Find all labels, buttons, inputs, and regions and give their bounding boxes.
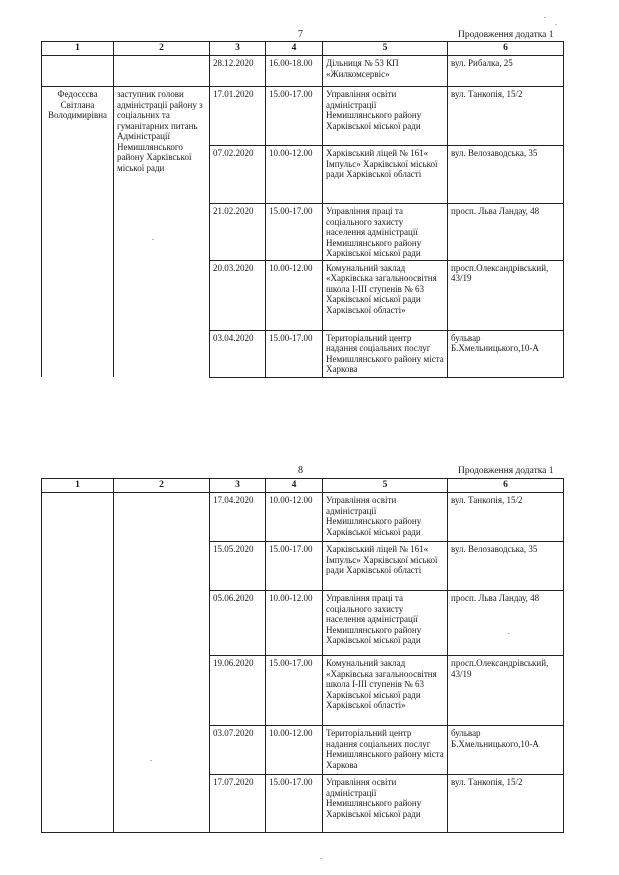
time-cell: 15.00-17.00	[266, 775, 323, 833]
time-cell: 15.00-17.00	[266, 330, 323, 377]
position-cell-empty	[114, 56, 210, 87]
column-header-4: 4	[266, 42, 323, 56]
table-header-row	[42, 479, 564, 493]
place-cell: Територіальний центр надання соціальних послуг Немишлянського району міста Харкова	[323, 330, 448, 377]
column-header-2: 2	[114, 479, 210, 493]
date-cell: 03.04.2020	[210, 330, 266, 377]
date-cell: 17.07.2020	[210, 775, 266, 833]
date-cell: 17.04.2020	[210, 493, 266, 542]
address-cell: вул. Танкопія, 15/2	[448, 775, 564, 833]
date-cell: 03.07.2020	[210, 726, 266, 775]
address-cell: бульвар Б.Хмельницького,10-А	[448, 330, 564, 377]
place-cell: Харківський ліцей № 161« Імпульс» Харківської міської ради Харківської області	[323, 542, 448, 591]
address-cell: вул. Велозаводська, 35	[448, 542, 564, 591]
date-cell: 20.03.2020	[210, 260, 266, 330]
address-cell: вул. Рибалка, 25	[448, 56, 564, 87]
place-cell: Управління освіти адміністрації Немишлянського району Харківської міської ради	[323, 493, 448, 542]
place-cell: Управління праці та соціального захисту населення адміністрації Немишлянського району Харківської міської ради	[323, 591, 448, 656]
person-cell-empty	[42, 56, 114, 87]
address-cell: просп.Олександрівський, 43/19	[448, 260, 564, 330]
column-header-3: 3	[210, 42, 266, 56]
place-cell: Управління праці та соціального захисту населення адміністрації Немишлянського району Харківської міської ради	[323, 204, 448, 261]
place-cell: Дільниця № 53 КП «Жилкомсервіс»	[323, 56, 448, 87]
table-row	[42, 56, 564, 87]
time-cell: 15.00-17.00	[266, 656, 323, 726]
table-row	[42, 87, 564, 146]
address-cell: вул. Танкопія, 15/2	[448, 87, 564, 146]
column-header-3: 3	[210, 479, 266, 493]
time-cell: 10.00-12.00	[266, 493, 323, 542]
page-number-top: 7	[298, 29, 303, 40]
schedule-table-page-7	[41, 41, 564, 378]
person-position: заступник голови адміністрації району з соціальних та гуманітарних питань Адміністрації Немишлянського району Харківської міської ради	[114, 87, 210, 378]
table-row	[42, 493, 564, 542]
time-cell: 15.00-17.00	[266, 87, 323, 146]
column-header-1: 1	[42, 42, 114, 56]
address-cell: вул. Танкопія, 15/2	[448, 493, 564, 542]
scan-speck	[544, 17, 546, 18]
scan-speck	[152, 239, 154, 240]
scan-speck	[150, 760, 152, 761]
time-cell: 15.00-17.00	[266, 204, 323, 261]
date-cell: 28.12.2020	[210, 56, 266, 87]
address-cell: просп.Олександрівський, 43/19	[448, 656, 564, 726]
annex-continuation-label-bottom: Продовження додатка 1	[458, 466, 554, 476]
time-cell: 10.00-12.00	[266, 591, 323, 656]
time-cell: 15.00-17.00	[266, 542, 323, 591]
place-cell: Управління освіти адміністрації Немишлянського району Харківської міської ради	[323, 87, 448, 146]
annex-continuation-label-top: Продовження додатка 1	[458, 30, 554, 40]
person-name: Федосєєва Світлана Володимирівна	[42, 87, 114, 378]
table-header-row	[42, 42, 564, 56]
date-cell: 17.01.2020	[210, 87, 266, 146]
column-header-2: 2	[114, 42, 210, 56]
column-header-5: 5	[323, 42, 448, 56]
place-cell: Харківський ліцей № 161« Імпульс» Харківської міської ради Харківської області	[323, 146, 448, 204]
schedule-table-page-8	[41, 478, 564, 833]
place-cell: Комунальний заклад «Харківська загальноосвітня школа І-ІІІ ступенів № 63 Харківської міської ради Харківської області»	[323, 656, 448, 726]
place-cell: Комунальний заклад «Харківська загальноосвітня школа І-ІІІ ступенів № 63 Харківської міської ради Харківської області»	[323, 260, 448, 330]
address-cell: просп. Льва Ландау, 48	[448, 204, 564, 261]
column-header-1: 1	[42, 479, 114, 493]
address-cell: просп. Льва Ландау, 48	[448, 591, 564, 656]
date-cell: 15.05.2020	[210, 542, 266, 591]
time-cell: 10.00-12.00	[266, 146, 323, 204]
column-header-5: 5	[323, 479, 448, 493]
address-cell: вул. Велозаводська, 35	[448, 146, 564, 204]
place-cell: Територіальний центр надання соціальних послуг Немишлянського району міста Харкова	[323, 726, 448, 775]
column-header-4: 4	[266, 479, 323, 493]
date-cell: 05.06.2020	[210, 591, 266, 656]
time-cell: 10.00-12.00	[266, 726, 323, 775]
scan-speck	[508, 633, 510, 634]
scan-speck	[555, 24, 557, 25]
page-number-bottom: 8	[298, 465, 303, 476]
scan-speck	[320, 858, 322, 859]
person-cell-empty	[42, 493, 114, 833]
address-cell: бульвар Б.Хмельницького,10-А	[448, 726, 564, 775]
time-cell: 10.00-12.00	[266, 260, 323, 330]
time-cell: 16.00-18.00	[266, 56, 323, 87]
date-cell: 07.02.2020	[210, 146, 266, 204]
date-cell: 19.06.2020	[210, 656, 266, 726]
place-cell: Управління освіти адміністрації Немишлянського району Харківської міської ради	[323, 775, 448, 833]
column-header-6: 6	[448, 479, 564, 493]
date-cell: 21.02.2020	[210, 204, 266, 261]
position-cell-empty	[114, 493, 210, 833]
column-header-6: 6	[448, 42, 564, 56]
